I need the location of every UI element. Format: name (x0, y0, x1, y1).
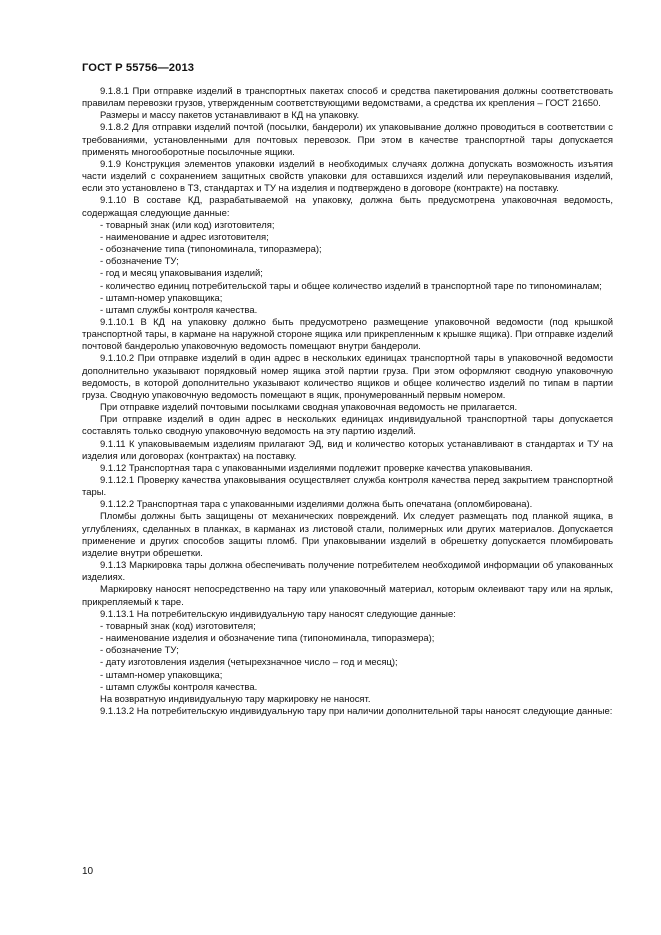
paragraph: 9.1.10.2 При отправке изделий в один адрес в нескольких единицах транспортной тары в упаковочной ведомости дополнительно указывают порядковый номер ящика этой партии груза. При этом оформляют сводную упаковочную ведомость, в которой дополнительно указывают количество ящиков и общее количество изделий по типам в партии груза. Сводную упаковочную ведомость помещают в ящик, пронумерованный первым номером. (82, 353, 613, 401)
paragraph: 9.1.13 Маркировка тары должна обеспечивать получение потребителем необходимой информации об упакованных изделиях. (82, 560, 613, 584)
list-item: - количество единиц потребительской тары и общее количество изделий в транспортной таре по типономиналам; (100, 280, 602, 292)
list-item: - штамп службы контроля качества. (100, 304, 258, 316)
standard-header: ГОСТ Р 55756—2013 (82, 62, 195, 74)
list-item: - штамп-номер упаковщика; (100, 292, 223, 304)
list-item: - наименование и адрес изготовителя; (100, 231, 269, 243)
paragraph: 9.1.9 Конструкция элементов упаковки изделий в необходимых случаях должна допускать возможность изъятия части изделий с сохранением защитных свойств упаковки для оставшихся изделий или переупаковывания изделий, если это установлено в ТЗ, стандартах и ТУ на изделия и подтверждено в договоре (контракте) на поставку. (82, 158, 613, 195)
paragraph: На возвратную индивидуальную тару маркировку не наносят. (100, 693, 371, 705)
paragraph: 9.1.8.2 Для отправки изделий почтой (посылки, бандероли) их упаковывание должно проводиться в соответствии с требованиями, установленными для почтовых перевозок. При этом в качестве транспортной тары допускается применять многооборотные посылочные ящики. (82, 122, 613, 158)
paragraph: При отправке изделий в один адрес в нескольких единицах индивидуальной транспортной тары допускается составлять только сводную упаковочную ведомость на эту партию изделий. (82, 414, 613, 438)
page-number: 10 (82, 866, 94, 877)
paragraph: Пломбы должны быть защищены от механических повреждений. Их следует размещать под планкой ящика, в углублениях, сделанных в планках, в карманах из листовой стали, полимерных или других материалов. Допускается применение и других способов защиты пломб. При упаковывании изделий в обрешетку допускается пломбировать изделие внутри обрешетки. (82, 511, 613, 559)
paragraph: 9.1.12.2 Транспортная тара с упакованными изделиями должна быть опечатана (опломбирована). (100, 499, 533, 511)
list-item: - товарный знак (код) изготовителя; (100, 620, 256, 632)
paragraph: Размеры и массу пакетов устанавливают в КД на упаковку. (100, 110, 360, 122)
list-item: - дату изготовления изделия (четырехзначное число – год и месяц); (100, 657, 398, 669)
list-item: - год и месяц упаковывания изделий; (100, 268, 263, 280)
paragraph: 9.1.11 К упаковываемым изделиям прилагают ЭД, вид и количество которых устанавливают в стандартах и ТУ на изделия или договорах (контрактах) на поставку. (82, 438, 613, 462)
paragraph: 9.1.12.1 Проверку качества упаковывания осуществляет служба контроля качества перед закрытием транспортной тары. (82, 475, 613, 499)
paragraph: При отправке изделий почтовыми посылками сводная упаковочная ведомость не прилагается. (100, 402, 518, 414)
paragraph: 9.1.10 В составе КД, разрабатываемой на упаковку, должна быть предусмотрена упаковочная ведомость, содержащая следующие данные: (82, 195, 613, 219)
list-item: - обозначение ТУ; (100, 256, 179, 268)
list-item: - товарный знак (или код) изготовителя; (100, 219, 275, 231)
document-body (82, 86, 613, 718)
paragraph: 9.1.13.1 На потребительскую индивидуальную тару наносят следующие данные: (100, 608, 456, 620)
list-item: - наименование изделия и обозначение типа (типономинала, типоразмера); (100, 633, 435, 645)
paragraph: 9.1.13.2 На потребительскую индивидуальную тару при наличии дополнительной тары наносят следующие данные: (100, 705, 613, 717)
paragraph: Маркировку наносят непосредственно на тару или упаковочный материал, которым оклеивают тару или на ярлык, прикрепляемый к таре. (82, 584, 613, 608)
list-item: - обозначение типа (типономинала, типоразмера); (100, 244, 322, 256)
list-item: - штамп-номер упаковщика; (100, 669, 223, 681)
paragraph: 9.1.12 Транспортная тара с упакованными изделиями подлежит проверке качества упаковывания. (100, 462, 533, 474)
paragraph: 9.1.10.1 В КД на упаковку должно быть предусмотрено размещение упаковочной ведомости (под крышкой транспортной тары, в кармане на наружной стороне ящика или прикрепленным к крышке ящика). При отправке изделий почтовой бандеролью упаковочную ведомость помещают внутри бандероли. (82, 316, 613, 353)
list-item: - обозначение ТУ; (100, 645, 179, 657)
list-item: - штамп службы контроля качества. (100, 681, 258, 693)
paragraph: 9.1.8.1 При отправке изделий в транспортных пакетах способ и средства пакетирования должны соответствовать правилам перевозки грузов, утвержденным соответствующими ведомствами, а средства их крепления – ГОСТ 21650. (82, 86, 613, 110)
